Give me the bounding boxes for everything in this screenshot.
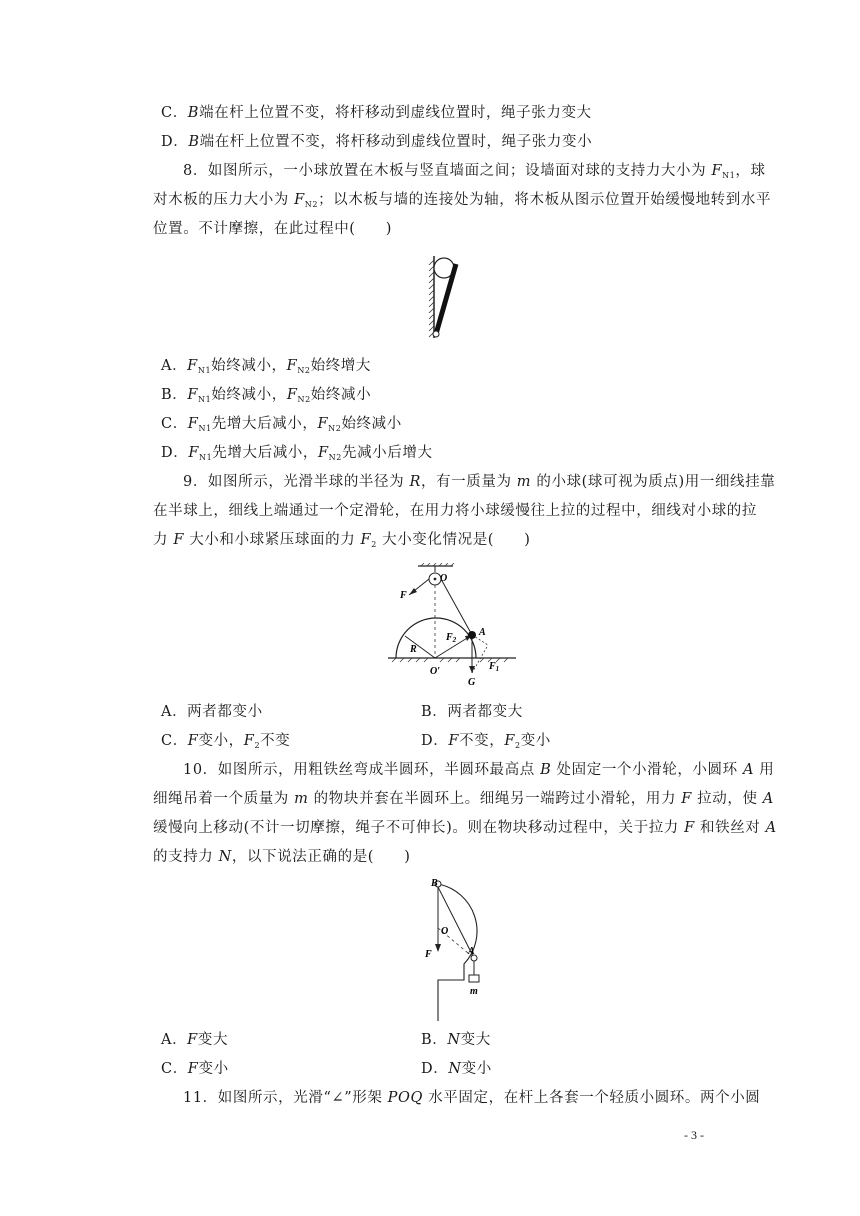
q8-stem-line2: 对木板的压力大小为 $F_{N2}$；以木板与墙的连接处为轴，将木板从图示位置开始缓慢地转到水平	[153, 192, 772, 209]
label-O: O	[441, 926, 449, 937]
label-F: F	[425, 949, 432, 960]
page-number: - 3 -	[684, 1128, 704, 1142]
q8-figure	[420, 254, 470, 344]
q7-option-c: C．B端在杆上位置不变，将杆移动到虚线位置时，绳子张力变大	[161, 105, 592, 121]
q10-stem-line3: 缓慢向上移动(不计一切摩擦，绳子不可伸长)。则在物块移动过程中，关于拉力 F 和铁丝对 A	[153, 820, 777, 836]
label-F2: $F_2$	[446, 632, 457, 644]
label-R: R	[410, 644, 417, 655]
q10-option-d: D．N变小	[421, 1061, 492, 1077]
q8-option-b: B．$F_{N1}$始终减小，$F_{N2}$始终减小	[161, 387, 372, 404]
q10-stem-line2: 细绳吊着一个质量为 m 的物块并套在半圆环上。细绳另一端跨过小滑轮，用力 F 拉动，使 A	[153, 791, 774, 807]
q9-option-a: A．两者都变小	[161, 704, 263, 720]
q9-stem-line2: 在半球上，细线上端通过一个定滑轮，在用力将小球缓慢往上拉的过程中，细线对小球的拉	[153, 503, 757, 519]
label-F1: $F_1$	[489, 661, 500, 673]
q9-option-c: C．F变小，$F_2$不变	[161, 733, 291, 750]
q9-stem-line1: 9．如图所示，光滑半球的半径为 R，有一质量为 m 的小球(球可视为质点)用一细线挂靠	[183, 474, 776, 490]
q8-option-a: A．$F_{N1}$始终减小，$F_{N2}$始终增大	[161, 358, 372, 375]
q7-option-d: D．B端在杆上位置不变，将杆移动到虚线位置时，绳子张力变小	[161, 134, 593, 150]
q10-option-b: B．N变大	[421, 1032, 491, 1048]
label-O-prime: O′	[430, 666, 441, 677]
label-m: m	[470, 986, 478, 997]
label-B: B	[431, 878, 438, 889]
q10-option-a: A．F变大	[161, 1032, 229, 1048]
q8-option-c: C．$F_{N1}$先增大后减小，$F_{N2}$始终减小	[161, 416, 402, 433]
q9-ball	[468, 631, 476, 639]
block-m	[469, 975, 479, 982]
q9-figure	[388, 563, 518, 688]
q8-stem-line3: 位置。不计摩擦，在此过程中( )	[153, 221, 393, 237]
label-A: A	[479, 627, 486, 638]
q8-option-d: D．$F_{N1}$先增大后减小，$F_{N2}$先减小后增大	[161, 445, 433, 462]
q9-option-b: B．两者都变大	[421, 704, 523, 720]
q10-option-c: C．F变小	[161, 1061, 229, 1077]
label-G: G	[468, 677, 476, 688]
q11-stem-line1: 11．如图所示，光滑“∠”形架 POQ 水平固定，在杆上各套一个轻质小圆环。两个小圆	[183, 1090, 761, 1106]
q10-stem-line4: 的支持力 N，以下说法正确的是( )	[153, 849, 411, 865]
q10-figure	[416, 876, 506, 1021]
label-A: A	[468, 946, 475, 957]
q8-stem-line1: 8．如图所示，一小球放置在木板与竖直墙面之间；设墙面对球的支持力大小为 $F_{N1}$，球	[183, 163, 766, 180]
q9-stem-line3: 力 F 大小和小球紧压球面的力 $F_2$ 大小变化情况是( )	[153, 532, 531, 549]
q9-option-d: D．F不变，$F_2$变小	[421, 733, 551, 750]
q10-stem-line1: 10．如图所示，用粗铁丝弯成半圆环，半圆环最高点 B 处固定一个小滑轮，小圆环 A 用	[183, 762, 775, 778]
label-O: O	[440, 573, 448, 584]
label-F: F	[400, 590, 407, 601]
